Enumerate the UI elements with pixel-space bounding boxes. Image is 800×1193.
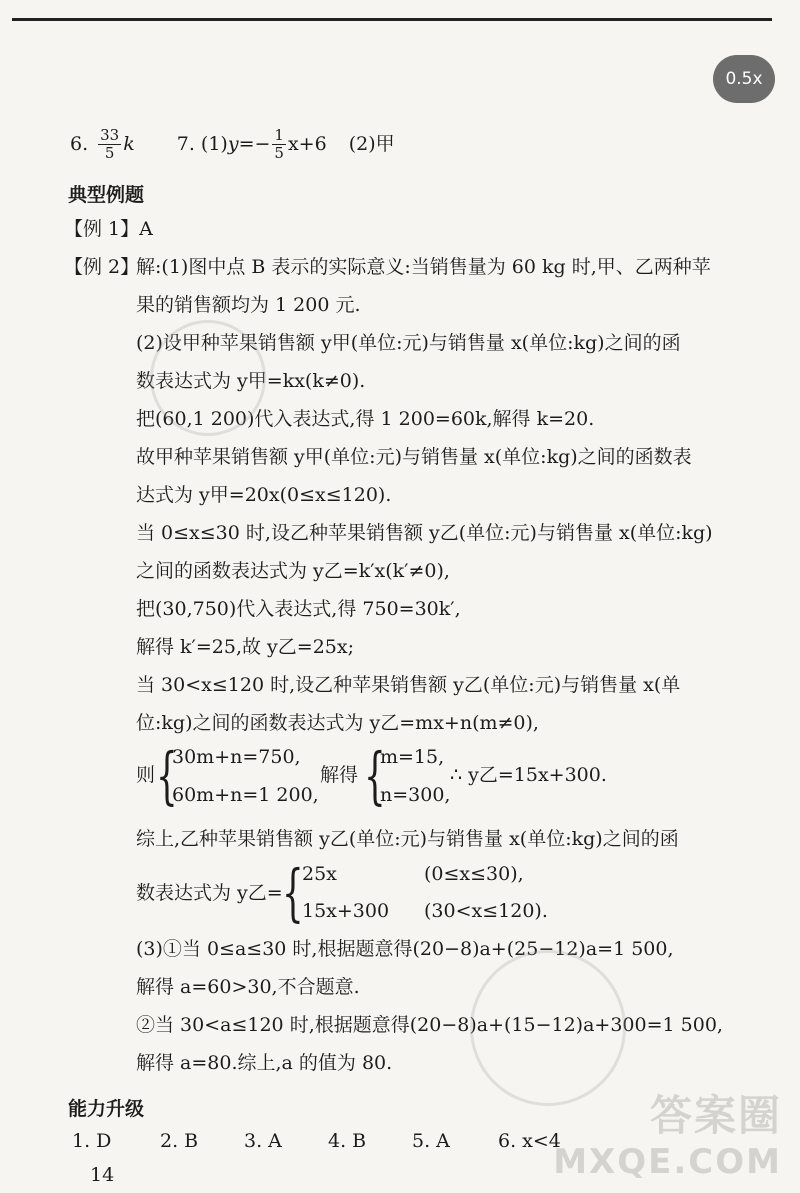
piecewise-lead: 数表达式为 y乙= [136, 882, 283, 904]
piecewise-row2-expr: 15x+300 [302, 900, 390, 922]
ability-answer: 6. x<4 [498, 1130, 561, 1152]
example-2-line: 果的销售额均为 1 200 元. [136, 294, 361, 316]
zoom-level-button[interactable]: 0.5x [713, 55, 775, 103]
q7-rest: x+6 [287, 133, 327, 155]
q6-numerator: 33 [100, 125, 120, 144]
q7-label: 7. (1) [176, 133, 228, 155]
ability-answer: 5. A [412, 1130, 450, 1152]
site-watermark [553, 1093, 782, 1185]
example-2-line: 解:(1)图中点 B 表示的实际意义:当销售量为 60 kg 时,甲、乙两种苹 [136, 256, 711, 278]
q6-fraction [98, 127, 121, 162]
system-eq1: 30m+n=750, [172, 746, 301, 768]
example-2-line: 当 30<x≤120 时,设乙种苹果销售额 y乙(单位:元)与销售量 x(单 [136, 674, 681, 696]
q6-denominator: 5 [104, 143, 115, 162]
example-1-answer: A [139, 218, 153, 240]
q7-denominator: 5 [274, 143, 284, 162]
piecewise-row1-expr: 25x [302, 863, 337, 885]
example-2-line: 数表达式为 y甲=kx(k≠0). [136, 370, 366, 392]
faint-stamp [470, 950, 626, 1106]
q7-part2: (2)甲 [348, 133, 395, 155]
watermark-line2: MXQE.COM [553, 1142, 782, 1182]
example-1 [64, 216, 153, 242]
example-2-line: 达式为 y甲=20x(0≤x≤120). [136, 484, 392, 506]
system-result: ∴ y乙=15x+300. [450, 764, 607, 786]
part3-line: ②当 30<a≤120 时,根据题意得(20−8)a+(15−12)a+300=1 500, [136, 1014, 723, 1036]
example-2-line: 位:kg)之间的函数表达式为 y乙=mx+n(m≠0), [136, 712, 539, 734]
solution-n: n=300, [380, 784, 451, 806]
q7-y: y [227, 133, 239, 155]
system-eq2: 60m+n=1 200, [172, 784, 319, 806]
piecewise-row1-domain: (0≤x≤30), [424, 863, 524, 885]
top-rule [12, 18, 772, 21]
example-2-line: 故甲种苹果销售额 y甲(单位:元)与销售量 x(单位:kg)之间的函数表 [136, 446, 692, 468]
part3-line: 解得 a=60>30,不合题意. [136, 976, 360, 998]
example-1-label: 【例 1】 [64, 218, 140, 240]
watermark-line1: 答案圈 [649, 1091, 782, 1140]
q6-variable: k [123, 133, 135, 155]
q7-numerator: 1 [274, 125, 284, 144]
ability-answer: 1. D [72, 1130, 112, 1152]
example-2-label: 【例 2】 [64, 256, 140, 278]
part3-line: 解得 a=80.综上,a 的值为 80. [136, 1052, 393, 1074]
page-number: 14 [90, 1164, 115, 1186]
answers-6-7 [70, 122, 395, 166]
piecewise-row2-domain: (30<x≤120). [424, 900, 548, 922]
system-brace: { [156, 739, 178, 812]
summary-line: 综上,乙种苹果销售额 y乙(单位:元)与销售量 x(单位:kg)之间的函 [136, 828, 679, 850]
ability-answer: 2. B [160, 1130, 199, 1152]
example-2-line: (2)设甲种苹果销售额 y甲(单位:元)与销售量 x(单位:kg)之间的函 [136, 332, 681, 354]
solution-m: m=15, [380, 746, 445, 768]
system-lead: 则 [136, 764, 156, 786]
q6-label: 6. [70, 133, 89, 155]
section-ability-upgrade: 能力升级 [68, 1098, 145, 1120]
example-2-line: 解得 k′=25,故 y乙=25x; [136, 636, 354, 658]
q7-fraction [272, 127, 286, 162]
example-2-line: 把(60,1 200)代入表达式,得 1 200=60k,解得 k=20. [136, 408, 595, 430]
faint-stamp [150, 320, 266, 436]
example-2-line: 把(30,750)代入表达式,得 750=30k′, [136, 598, 461, 620]
piecewise-brace: { [282, 856, 304, 929]
example-2-line: 之间的函数表达式为 y乙=k′x(k′≠0), [136, 560, 450, 582]
part3-line: (3)①当 0≤a≤30 时,根据题意得(20−8)a+(25−12)a=1 500, [136, 938, 674, 960]
ability-answer: 3. A [244, 1130, 282, 1152]
system-solve-label: 解得 [320, 764, 359, 786]
ability-answer: 4. B [328, 1130, 367, 1152]
q7-eq: =− [238, 133, 271, 155]
section-typical-examples: 典型例题 [68, 184, 145, 206]
solution-brace: { [364, 739, 386, 812]
example-2-line: 当 0≤x≤30 时,设乙种苹果销售额 y乙(单位:元)与销售量 x(单位:kg) [136, 522, 713, 544]
